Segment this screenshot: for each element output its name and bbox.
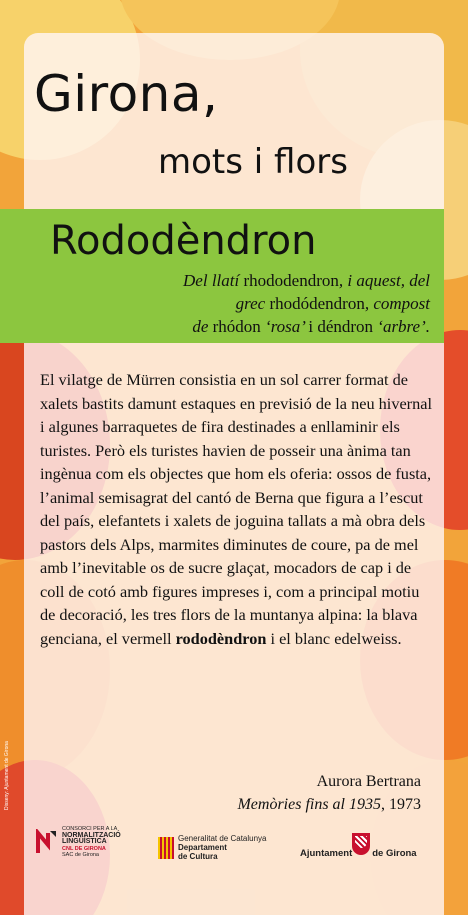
ajuntament-text: Ajuntament — [300, 848, 353, 859]
etym-term: rhodódendron — [269, 294, 365, 313]
gencat-line: de Cultura — [178, 852, 218, 861]
etym-text: ‘rosa’ — [260, 317, 309, 336]
quote-body: El vilatge de Mürren consistia en un sol carrer format de xalets bastits damunt estaques en previsió de la neu hivernal i algunes barraquetes de fira destinades a enllaminir els turistes. Però els turistes havien de posseir una ànima tan ingènua com els objectes que hom els oferia: ossos de fusta, l’animal semisagrat del cantó de Berna que figura a l’escut del país, elefantets i xalets de joguina tallats a mà obra dels pastors dels Alps, marmites diminutes de coure, pa de mel amb l’inevitable os de sucre glaçat, mocadors de cap i de coll de cotó amb figures impreses i, com a principal motiu de decoració, les tres flors de la muntanya alpina: la blava genciana, el vermell — [40, 370, 432, 648]
cpnl-line: LINGÜÍSTICA — [62, 838, 107, 845]
quote-text — [40, 368, 435, 650]
page-title: Girona, — [34, 65, 219, 123]
etym-text: grec — [235, 294, 270, 313]
cpnl-text — [62, 826, 121, 859]
cpnl-line: CONSORCI PER A LA — [62, 826, 118, 832]
quote-source: Memòries fins al 1935 — [237, 796, 381, 813]
ajuntament-logo — [300, 828, 415, 859]
etym-text: de — [192, 317, 213, 336]
etym-text: , i aquest, del — [338, 271, 430, 290]
etymology-line-3 — [130, 315, 430, 338]
quote-highlight: rododèndron — [175, 628, 267, 648]
cpnl-logo — [36, 826, 121, 859]
catalan-flag-icon — [158, 837, 174, 859]
girona-shield-icon — [352, 833, 370, 855]
quote-author: Aurora Bertrana — [316, 773, 421, 790]
etym-term: i — [308, 317, 318, 336]
gencat-text — [178, 834, 267, 861]
gencat-line: Generalitat de Catalunya — [178, 834, 267, 843]
cpnl-line: CNL DE GIRONA — [62, 845, 106, 852]
quote-year: , 1973 — [381, 796, 421, 813]
etym-text: ‘arbre’. — [373, 317, 430, 336]
cpnl-line: NORMALITZACIÓ — [62, 831, 121, 839]
etym-text: , compost — [364, 294, 430, 313]
gencat-line: Departament — [178, 843, 227, 852]
ajuntament-text: de Girona — [372, 848, 417, 859]
quote-source-line — [237, 793, 421, 816]
design-credit — [4, 800, 10, 810]
etymology — [130, 269, 430, 338]
etym-term: déndron — [317, 317, 374, 336]
etymology-line-2 — [130, 292, 430, 315]
entry-word: Rododèndron — [50, 218, 317, 264]
cpnl-mark-icon — [36, 829, 58, 855]
quote-body-end: i el blanc edelweiss. — [266, 628, 402, 648]
page-subtitle: mots i flors — [158, 142, 348, 182]
etym-term: rhódon — [212, 317, 261, 336]
cpnl-line: SAC de Girona — [62, 852, 99, 858]
etym-text: Del llatí — [183, 271, 244, 290]
attribution — [237, 770, 421, 816]
etymology-line-1 — [130, 269, 430, 292]
gencat-logo — [158, 834, 267, 861]
etym-term: rhododendron — [243, 271, 339, 290]
